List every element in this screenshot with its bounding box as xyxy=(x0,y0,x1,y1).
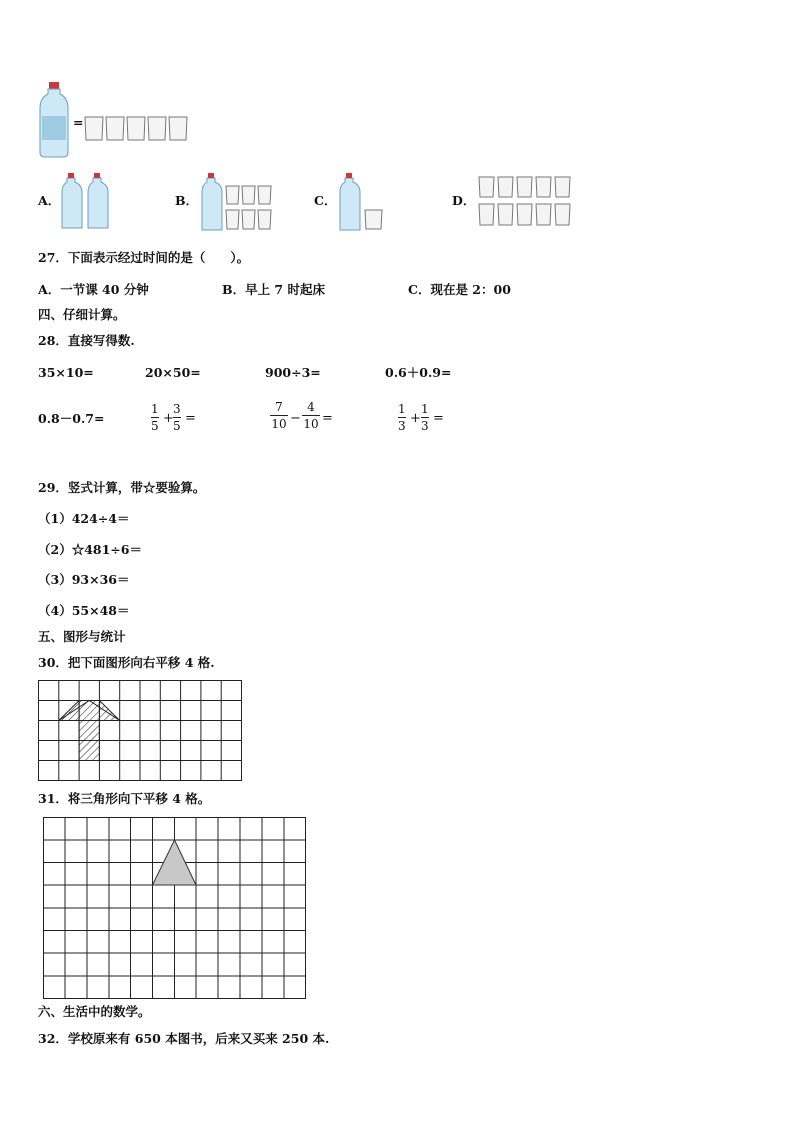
q29-item-3: （3）93×36＝ xyxy=(38,572,130,587)
numerator: 1 xyxy=(151,402,159,416)
option-c-bottle-and-cup-icon xyxy=(338,172,388,234)
q27-option-b[interactable]: B．早上 7 时起床 xyxy=(222,282,325,297)
q28-item-3: 900÷3= xyxy=(265,365,321,380)
numerator: 1 xyxy=(421,402,429,416)
numerator: 4 xyxy=(307,400,315,414)
option-a-two-bottles-icon xyxy=(60,172,112,232)
q31-grid-with-triangle xyxy=(43,817,308,1000)
plus-sign: + xyxy=(410,411,421,426)
option-b-bottle-and-cups-icon xyxy=(200,172,280,234)
equals-sign: = xyxy=(433,411,444,426)
fraction-3-5 xyxy=(173,402,181,433)
fraction-1-5 xyxy=(151,402,159,433)
q32-stem: 32．学校原来有 650 本图书，后来又买来 250 本. xyxy=(38,1031,330,1046)
denominator: 3 xyxy=(398,419,406,433)
q28-stem: 28．直接写得数. xyxy=(38,333,135,348)
numerator: 1 xyxy=(398,402,406,416)
q28-item-4: 0.6＋0.9= xyxy=(385,365,452,380)
q27-option-c[interactable]: C．现在是 2：00 xyxy=(408,282,511,297)
q29-item-1: （1）424÷4＝ xyxy=(38,511,130,526)
cup-row-five xyxy=(84,116,190,142)
fraction-1-3-b xyxy=(421,402,429,433)
denominator: 5 xyxy=(151,419,159,433)
section-five-heading: 五、图形与统计 xyxy=(38,629,126,644)
q28-item-5: 0.8－0.7= xyxy=(38,411,105,426)
cups-icon xyxy=(84,116,190,142)
q31-stem: 31．将三角形向下平移 4 格。 xyxy=(38,791,211,806)
option-b-label[interactable]: B． xyxy=(175,193,199,208)
q30-grid-with-arrow xyxy=(38,680,243,782)
denominator: 3 xyxy=(421,419,429,433)
section-four-heading: 四、仔细计算。 xyxy=(38,307,126,322)
arrow-shape xyxy=(59,701,120,761)
fraction-4-10 xyxy=(302,400,320,431)
q29-stem: 29．竖式计算，带☆要验算。 xyxy=(38,480,206,495)
numerator: 7 xyxy=(275,400,283,414)
bottle-icon xyxy=(38,82,70,158)
option-a-label[interactable]: A． xyxy=(38,193,61,208)
equals-sign: = xyxy=(185,411,196,426)
equals-sign: = xyxy=(73,115,84,130)
q30-stem: 30．把下面图形向右平移 4 格. xyxy=(38,655,215,670)
fraction-7-10 xyxy=(270,400,288,431)
q27-stem: 27．下面表示经过时间的是（ ）。 xyxy=(38,250,250,265)
option-d-label[interactable]: D． xyxy=(452,193,476,208)
q29-item-2: （2）☆481÷6＝ xyxy=(38,542,142,557)
q27-option-a[interactable]: A．一节课 40 分钟 xyxy=(38,282,149,297)
q28-item-2: 20×50= xyxy=(145,365,201,380)
q28-item-1: 35×10= xyxy=(38,365,94,380)
equals-sign: = xyxy=(322,411,333,426)
section-six-heading: 六、生活中的数学。 xyxy=(38,1004,151,1019)
option-c-label[interactable]: C． xyxy=(314,193,337,208)
minus-sign: − xyxy=(290,411,301,426)
option-d-ten-cups-icon xyxy=(478,176,574,228)
denominator: 5 xyxy=(173,419,181,433)
denominator: 10 xyxy=(303,417,319,431)
plus-sign: + xyxy=(163,411,174,426)
q29-item-4: （4）55×48＝ xyxy=(38,603,130,618)
denominator: 10 xyxy=(271,417,287,431)
fraction-1-3-a xyxy=(398,402,406,433)
numerator: 3 xyxy=(173,402,181,416)
